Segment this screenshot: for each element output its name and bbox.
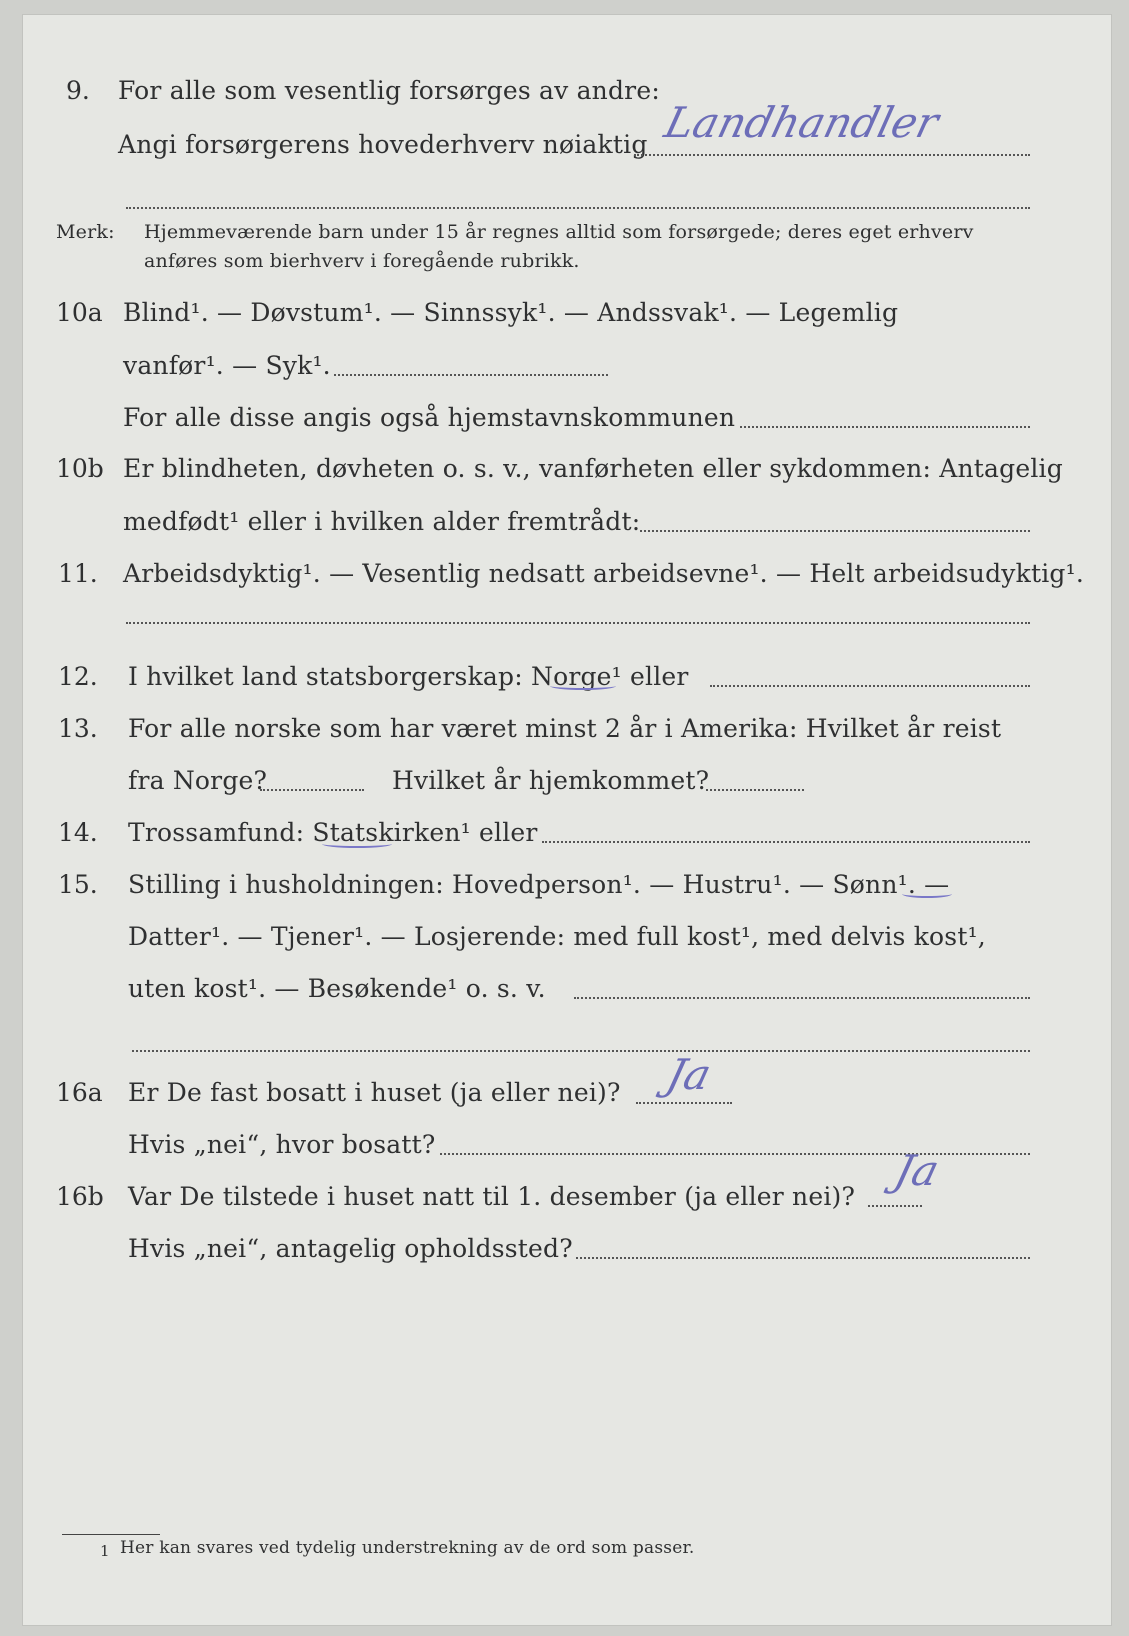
q16a-handwritten-answer: Ja — [661, 1050, 716, 1099]
q16b-line2: Hvis „nei“, antagelig opholdssted? — [128, 1234, 573, 1263]
q9-extra-line — [126, 207, 1030, 209]
footnote-text: Her kan svares ved tydelig understrekning av de ord som passer. — [120, 1538, 695, 1558]
q10b-line2: medfødt¹ eller i hvilken alder fremtrådt: — [123, 507, 641, 536]
q13-reist-line — [260, 789, 364, 791]
q15-number: 15. — [58, 870, 98, 899]
q14-answer-line — [542, 841, 1030, 843]
footnote-rule — [62, 1534, 160, 1535]
q9-line2: Angi forsørgerens hovederhverv nøiaktig — [118, 130, 648, 159]
q10b-line1: Er blindheten, døvheten o. s. v., vanførheten eller sykdommen: Antagelig — [123, 454, 1063, 483]
q16a-number: 16a — [56, 1078, 103, 1107]
q16a-line1: Er De fast bosatt i huset (ja eller nei)? — [128, 1078, 621, 1107]
merk-line2: anføres som bierhverv i foregående rubrikk. — [144, 250, 580, 272]
q16b-number: 16b — [56, 1182, 104, 1211]
q9-answer-line — [634, 154, 1030, 156]
census-form-page — [22, 14, 1112, 1626]
q12-answer-line — [710, 685, 1030, 687]
q13-number: 13. — [58, 714, 98, 743]
q14-number: 14. — [58, 818, 98, 847]
q13-line2b: Hvilket år hjemkommet? — [392, 766, 710, 795]
q12-norge-underline — [550, 682, 616, 690]
q11-line1: Arbeidsdyktig¹. — Vesentlig nedsatt arbeidsevne¹. — Helt arbeidsudyktig¹. — [123, 559, 1084, 588]
q15-line3: uten kost¹. — Besøkende¹ o. s. v. — [128, 974, 546, 1003]
q10a-syk-line — [334, 374, 608, 376]
q15-line2: Datter¹. — Tjener¹. — Losjerende: med full kost¹, med delvis kost¹, — [128, 922, 986, 951]
q10a-line3: For alle disse angis også hjemstavnskommunen — [123, 403, 736, 432]
q14-statskirken-underline — [322, 840, 392, 848]
q12-number: 12. — [58, 662, 98, 691]
q9-handwritten-answer: Landhandler — [659, 98, 944, 147]
q10a-line2: vanfør¹. — Syk¹. — [123, 351, 331, 380]
q9-line1: For alle som vesentlig forsørges av andre: — [118, 76, 660, 105]
q10a-number: 10a — [56, 298, 103, 327]
q13-line2a: fra Norge? — [128, 766, 268, 795]
q10a-line1: Blind¹. — Døvstum¹. — Sinnssyk¹. — Andssvak¹. — Legemlig — [123, 298, 899, 327]
merk-label: Merk: — [56, 221, 115, 243]
q15-answer-line — [574, 997, 1030, 999]
footnote-marker: 1 — [100, 1542, 110, 1560]
q16a-line2: Hvis „nei“, hvor bosatt? — [128, 1130, 436, 1159]
q14-line1: Trossamfund: Statskirken¹ eller — [128, 818, 538, 847]
q13-line1: For alle norske som har været minst 2 år i Amerika: Hvilket år reist — [128, 714, 1002, 743]
q16b-answer-line — [868, 1205, 922, 1207]
q15-extra-line — [132, 1050, 1030, 1052]
q12-line1: I hvilket land statsborgerskap: Norge¹ eller — [128, 662, 689, 691]
q16b-handwritten-answer: Ja — [889, 1146, 944, 1195]
merk-line1: Hjemmeværende barn under 15 år regnes alltid som forsørgede; deres eget erhverv — [144, 221, 974, 243]
q10b-answer-line — [640, 530, 1030, 532]
q11-number: 11. — [58, 559, 98, 588]
q13-hjemkommet-line — [706, 789, 804, 791]
q16b-line1: Var De tilstede i huset natt til 1. desember (ja eller nei)? — [128, 1182, 856, 1211]
q10a-kommune-line — [740, 426, 1030, 428]
q15-line1: Stilling i husholdningen: Hovedperson¹. — Hustru¹. — Sønn¹. — — [128, 870, 950, 899]
q11-answer-line — [126, 622, 1030, 624]
q9-number: 9. — [66, 76, 90, 105]
q15-sonn-underline — [902, 890, 952, 898]
q10b-number: 10b — [56, 454, 104, 483]
q16b-opholdssted-line — [576, 1257, 1030, 1259]
q16a-answer-line — [636, 1102, 732, 1104]
